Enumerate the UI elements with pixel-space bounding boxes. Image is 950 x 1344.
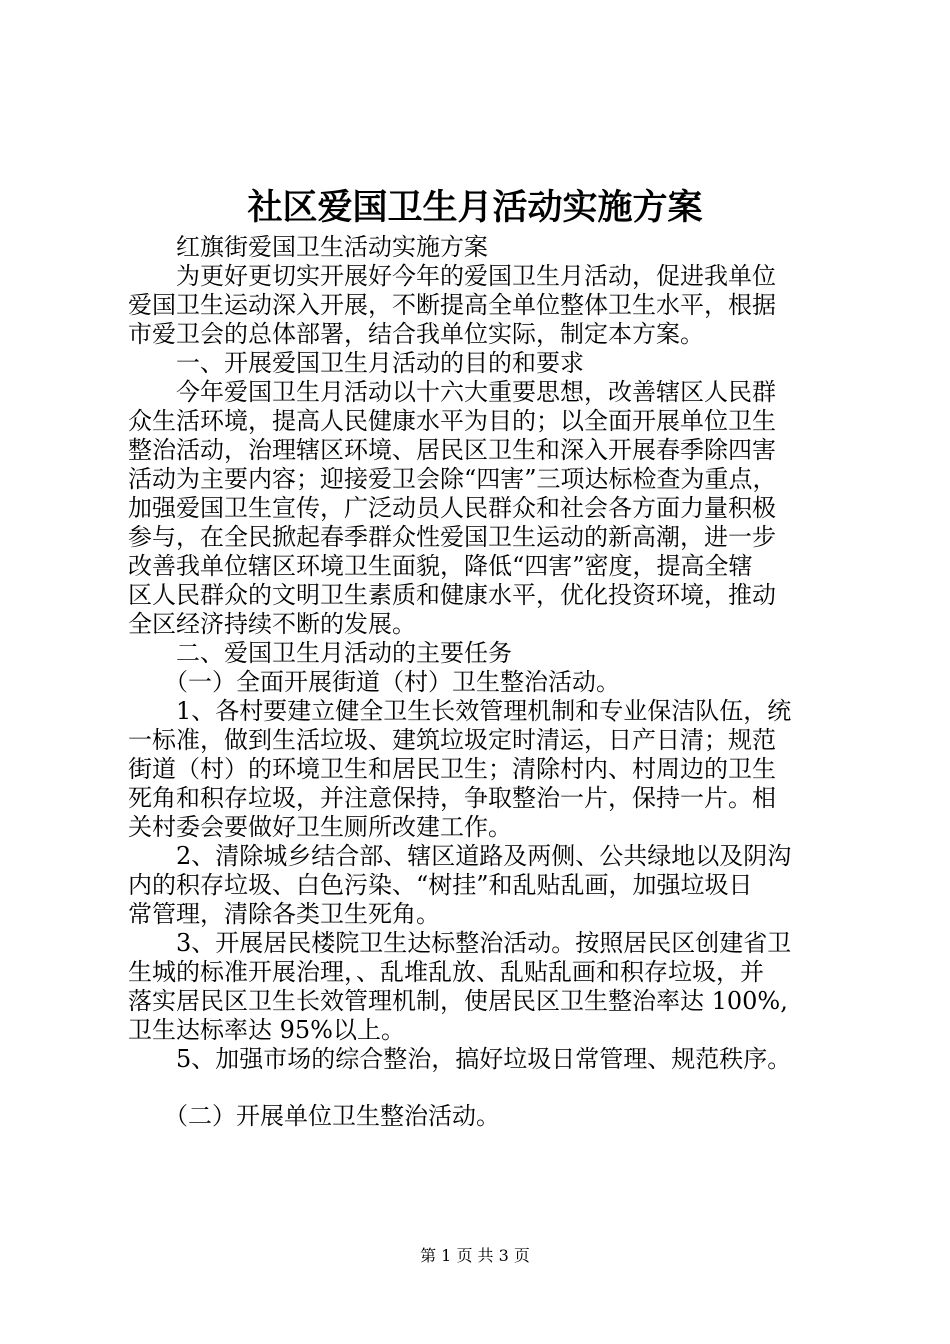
- paragraph-line: 区人民群众的文明卫生素质和健康水平，优化投资环境，推动: [128, 581, 776, 609]
- paragraph-line: 生城的标准开展治理，、乱堆乱放、乱贴乱画和积存垃圾，并: [128, 958, 764, 986]
- section-heading: 一、开展爱国卫生月活动的目的和要求: [176, 349, 584, 377]
- document-title: 社区爱国卫生月活动实施方案: [247, 187, 703, 228]
- paragraph-line: 今年爱国卫生月活动以十六大重要思想，改善辖区人民群: [176, 378, 776, 406]
- page-indicator: 第 1 页 共 3 页: [420, 1246, 530, 1265]
- paragraph-line: 2、清除城乡结合部、辖区道路及两侧、公共绿地以及阴沟: [176, 842, 792, 870]
- paragraph-gap: [128, 1074, 833, 1102]
- paragraph-line: 5、加强市场的综合整治，搞好垃圾日常管理、规范秩序。: [176, 1045, 792, 1073]
- paragraph-line: 常管理，清除各类卫生死角。: [128, 900, 440, 928]
- section-heading: 二、爱国卫生月活动的主要任务: [176, 639, 512, 667]
- paragraph-line: 参与，在全民掀起春季群众性爱国卫生运动的新高潮，进一步: [128, 523, 776, 551]
- paragraph-line: 加强爱国卫生宣传，广泛动员人民群众和社会各方面力量积极: [128, 494, 776, 522]
- paragraph-line: 爱国卫生运动深入开展，不断提高全单位整体卫生水平，根据: [128, 291, 776, 319]
- paragraph-line: 卫生达标率达 95%以上。: [128, 1016, 405, 1044]
- paragraph-line: 1、各村要建立健全卫生长效管理机制和专业保洁队伍，统: [176, 697, 792, 725]
- paragraph-line: 整治活动，治理辖区环境、居民区卫生和深入开展春季除四害: [128, 436, 776, 464]
- paragraph-line: 3、开展居民楼院卫生达标整治活动。按照居民区创建省卫: [176, 929, 792, 957]
- paragraph-line: 全区经济持续不断的发展。: [128, 610, 416, 638]
- paragraph-line: 一标准，做到生活垃圾、建筑垃圾定时清运，日产日清；规范: [128, 726, 776, 754]
- paragraph-line: 改善我单位辖区环境卫生面貌，降低“四害”密度，提高全辖: [128, 552, 753, 580]
- document-body: [128, 233, 833, 1131]
- paragraph-line: 活动为主要内容；迎接爱卫会除“四害”三项达标检查为重点，: [128, 465, 777, 493]
- paragraph-line: 众生活环境，提高人民健康水平为目的；以全面开展单位卫生: [128, 407, 776, 435]
- subsection-heading: （一）全面开展街道（村）卫生整治活动。: [164, 668, 620, 696]
- paragraph-line: 死角和积存垃圾，并注意保持，争取整治一片，保持一片。相: [128, 784, 776, 812]
- paragraph-line: 为更好更切实开展好今年的爱国卫生月活动，促进我单位: [176, 262, 776, 290]
- subtitle-line: 红旗街爱国卫生活动实施方案: [176, 233, 488, 261]
- paragraph-line: 市爱卫会的总体部署，结合我单位实际，制定本方案。: [128, 320, 704, 348]
- paragraph-line: 内的积存垃圾、白色污染、“树挂”和乱贴乱画，加强垃圾日: [128, 871, 753, 899]
- paragraph-line: 关村委会要做好卫生厕所改建工作。: [128, 813, 512, 841]
- subsection-heading: （二）开展单位卫生整治活动。: [164, 1102, 500, 1130]
- paragraph-line: 街道（村）的环境卫生和居民卫生；清除村内、村周边的卫生: [128, 755, 776, 783]
- paragraph-line: 落实居民区卫生长效管理机制，使居民区卫生整治率达 100%,: [128, 987, 788, 1015]
